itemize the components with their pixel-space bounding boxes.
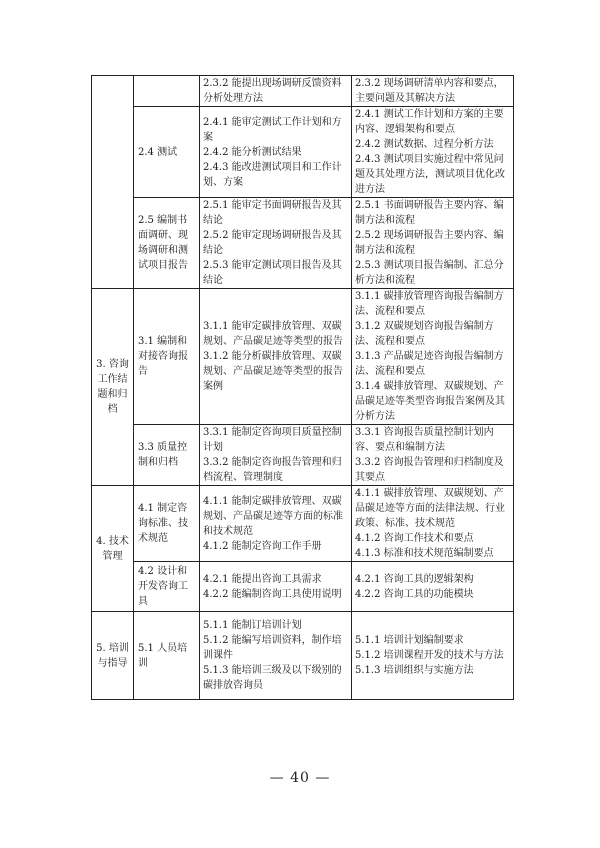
table-row — [92, 562, 514, 612]
knowledge-requirements-cell — [352, 289, 514, 425]
knowledge-item: 3.1.3 产品碳足迹咨询报告编制方法、流程和要点 — [355, 351, 504, 377]
job-content-cell: 5.1 人员培训 — [134, 612, 200, 700]
knowledge-requirements-cell — [352, 425, 514, 486]
knowledge-item: 3.1.1 碳排放管理咨询报告编制方法、流程和要点 — [355, 291, 504, 317]
knowledge-item: 2.5.1 书面调研报告主要内容、编制方法和流程 — [355, 200, 504, 226]
knowledge-item: 3.3.1 咨询报告质量控制计划内容、要点和编制方法 — [355, 427, 494, 453]
knowledge-item: 2.3.2 现场调研清单内容和要点，主要问题及其解决方法 — [355, 78, 504, 104]
skill-requirements-cell — [200, 198, 352, 289]
skill-item: 4.1.2 能制定咨询工作手册 — [203, 540, 322, 552]
job-content-cell: 3.3 质量控制和归档 — [134, 425, 200, 486]
knowledge-item: 5.1.1 培训计划编制要求 — [355, 635, 464, 646]
knowledge-item: 3.3.2 咨询报告管理和归档制度及其要点 — [355, 457, 504, 483]
function-cell: 5. 培训与指导 — [92, 612, 134, 700]
skill-item: 5.1.3 能培训三级及以下级别的碳排放咨询员 — [203, 665, 342, 691]
skill-requirements-cell — [200, 289, 352, 425]
knowledge-requirements-cell — [352, 107, 514, 198]
page-number: — 40 — — [269, 770, 331, 786]
skill-item: 2.5.3 能审定测试项目报告及其结论 — [203, 260, 342, 286]
knowledge-item: 4.2.1 咨询工具的逻辑架构 — [355, 573, 474, 585]
table-row — [92, 76, 514, 107]
skill-item: 2.4.1 能审定测试工作计划和方案 — [203, 116, 342, 143]
job-content-cell: 4.1 制定咨询标准、技术规范 — [134, 486, 200, 562]
skill-item: 3.3.2 能制定咨询报告管理和归档流程、管理制度 — [203, 457, 342, 483]
knowledge-item: 5.1.3 培训组织与实施方法 — [355, 665, 474, 676]
skill-item: 2.4.2 能分析测试结果 — [203, 146, 302, 158]
function-cell-continued — [92, 76, 134, 289]
skill-item: 4.2.1 能提出咨询工具需求 — [203, 573, 322, 585]
skill-item: 4.2.2 能编制咨询工具使用说明 — [203, 588, 342, 600]
job-content-cell-empty — [134, 76, 200, 107]
knowledge-item: 2.4.2 测试数据、过程分析方法 — [355, 139, 494, 150]
table-row — [92, 107, 514, 198]
table-row — [92, 612, 514, 700]
job-content-cell: 2.4 测试 — [134, 107, 200, 198]
function-cell: 3. 咨询工作结题和归档 — [92, 289, 134, 486]
knowledge-requirements-cell — [352, 198, 514, 289]
job-content-cell: 2.5 编制书面调研、现场调研和测试项目报告 — [134, 198, 200, 289]
skill-item: 3.3.1 能制定咨询项目质量控制计划 — [203, 427, 342, 453]
table-row — [92, 198, 514, 289]
skill-requirements-cell — [200, 107, 352, 198]
table-row — [92, 486, 514, 562]
skill-item: 2.3.2 能提出现场调研反馈资料分析处理方法 — [203, 78, 342, 104]
knowledge-item: 4.1.2 咨询工作技术和要点 — [355, 533, 474, 544]
skills-table — [91, 75, 514, 700]
skill-item: 2.5.2 能审定现场调研报告及其结论 — [203, 230, 342, 256]
skill-item: 2.5.1 能审定书面调研报告及其结论 — [203, 200, 342, 226]
skill-requirements-cell — [200, 612, 352, 700]
skill-item: 4.1.1 能制定碳排放管理、双碳规划、产品碳足迹等方面的标准和技术规范 — [203, 495, 343, 537]
knowledge-item: 4.2.2 咨询工具的功能模块 — [355, 588, 474, 600]
skill-item: 5.1.2 能编写培训资料，制作培训课件 — [203, 635, 342, 661]
skill-item: 3.1.2 能分析碳排放管理、双碳规划、产品碳足迹等类型的报告案例 — [203, 351, 343, 392]
knowledge-item: 2.5.3 测试项目报告编制、汇总分析方法和流程 — [355, 260, 504, 286]
knowledge-requirements-cell — [352, 486, 514, 562]
knowledge-item: 5.1.2 培训课程开发的技术与方法 — [355, 650, 504, 661]
knowledge-requirements-cell — [352, 562, 514, 612]
knowledge-item: 4.1.1 碳排放管理、双碳规划、产品碳足迹等方面的法律法规、行业政策、标准、技术规范 — [355, 488, 505, 529]
skill-requirements-cell — [200, 76, 352, 107]
knowledge-item: 2.5.2 现场调研报告主要内容、编制方法和流程 — [355, 230, 504, 256]
function-cell: 4. 技术管理 — [92, 486, 134, 612]
table-row — [92, 425, 514, 486]
knowledge-item: 4.1.3 标准和技术规范编制要点 — [355, 548, 494, 559]
knowledge-item: 3.1.4 碳排放管理、双碳规划、产品碳足迹等类型咨询报告案例及其分析方法 — [355, 381, 505, 422]
job-content-cell: 4.2 设计和开发咨询工具 — [134, 562, 200, 612]
skill-requirements-cell — [200, 562, 352, 612]
table-row — [92, 289, 514, 425]
skill-item: 5.1.1 能制订培训计划 — [203, 620, 302, 631]
knowledge-item: 2.4.1 测试工作计划和方案的主要内容、逻辑架构和要点 — [355, 109, 504, 135]
knowledge-requirements-cell — [352, 612, 514, 700]
skill-requirements-cell — [200, 486, 352, 562]
knowledge-requirements-cell — [352, 76, 514, 107]
skill-requirements-cell — [200, 425, 352, 486]
knowledge-item: 2.4.3 测试项目实施过程中常见问题及其处理方法，测试项目优化改进方法 — [355, 154, 505, 195]
job-content-cell: 3.1 编制和对接咨询报告 — [134, 289, 200, 425]
skill-item: 3.1.1 能审定碳排放管理、双碳规划、产品碳足迹等类型的报告 — [203, 321, 343, 347]
knowledge-item: 3.1.2 双碳规划咨询报告编制方法、流程和要点 — [355, 321, 494, 347]
skill-item: 2.4.3 能改进测试项目和工作计划、方案 — [203, 161, 342, 188]
